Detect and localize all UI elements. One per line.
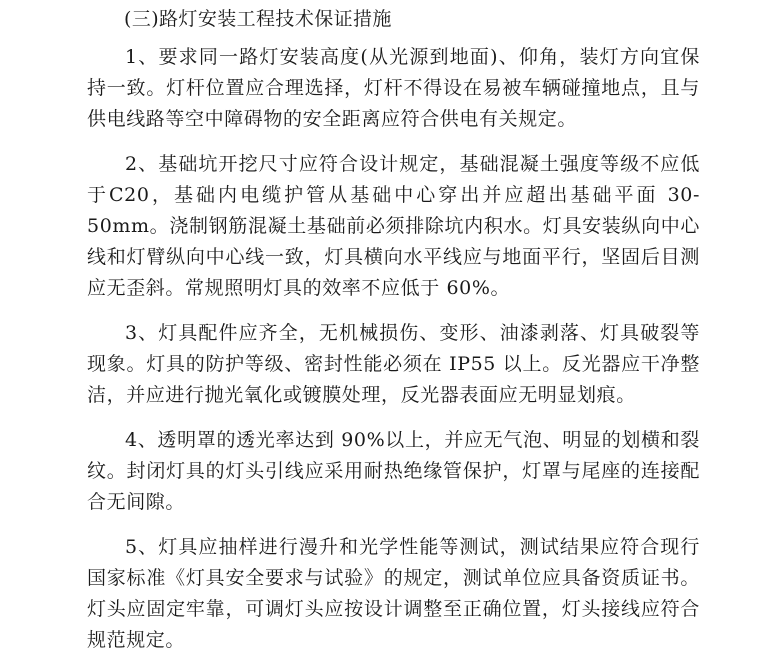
section-heading: (三)路灯安装工程技术保证措施 [124, 8, 392, 30]
paragraph-1: 1、要求同一路灯安装高度(从光源到地面)、仰角，装灯方向宜保持一致。灯杆位置应合理选择，灯杆不得设在易被车辆碰撞地点，且与供电线路等空中障碍物的安全距离应符合供电有关规定。 [87, 46, 700, 130]
paragraph-3: 3、灯具配件应齐全，无机械损伤、变形、油漆剥落、灯具破裂等现象。灯具的防护等级、密封性能必须在 IP55 以上。反光器应干净整洁，并应进行抛光氧化或镀膜处理，反光器表面应无明显划痕。 [87, 322, 700, 406]
paragraph-4: 4、透明罩的透光率达到 90%以上，并应无气泡、明显的划横和裂纹。封闭灯具的灯头引线应采用耐热绝缘管保护，灯罩与尾座的连接配合无间隙。 [87, 429, 700, 513]
paragraph-2: 2、基础坑开挖尺寸应符合设计规定，基础混凝土强度等级不应低于C20，基础内电缆护管从基础中心穿出并应超出基础平面 30-50mm。浇制钢筋混凝土基础前必须排除坑内积水。灯具安装纵向中心线和灯臂纵向中心线一致，灯具横向水平线应与地面平行，坚固后目测应无歪斜。常规照明灯具的效率不应低于 60%。 [87, 153, 700, 299]
paragraph-5: 5、灯具应抽样进行漫升和光学性能等测试，测试结果应符合现行国家标准《灯具安全要求与试验》的规定，测试单位应具备资质证书。灯头应固定牢靠，可调灯头应按设计调整至正确位置，灯头接线应符合规范规定。 [87, 536, 700, 651]
